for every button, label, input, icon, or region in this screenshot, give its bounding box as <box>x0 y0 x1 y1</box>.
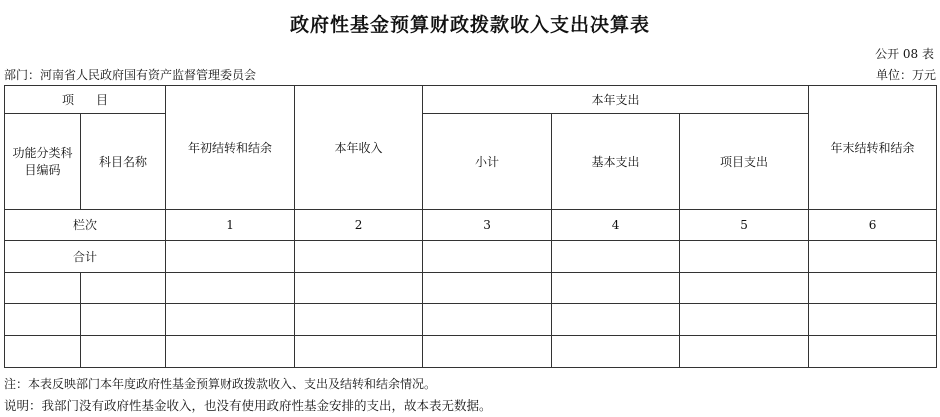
table-cell <box>809 273 937 304</box>
table-cell <box>423 241 552 273</box>
table-cell <box>81 336 166 368</box>
table-cell <box>809 336 937 368</box>
col-number: 4 <box>552 210 680 241</box>
table-cell <box>680 304 809 336</box>
table-cell <box>680 241 809 273</box>
report-title: 政府性基金预算财政拨款收入支出决算表 <box>289 14 650 36</box>
header-subject-name: 科目名称 <box>81 114 166 210</box>
table-row <box>5 304 937 336</box>
table-cell <box>423 336 552 368</box>
header-income: 本年收入 <box>295 86 423 210</box>
table-row <box>5 273 937 304</box>
header-end-balance: 年末结转和结余 <box>809 86 937 210</box>
table-cell <box>166 241 295 273</box>
header-begin-balance: 年初结转和结余 <box>166 86 295 210</box>
table-row <box>5 336 937 368</box>
table-cell <box>5 336 81 368</box>
row-index-label: 栏次 <box>5 210 166 241</box>
budget-table <box>4 85 937 368</box>
row-total-label: 合计 <box>5 241 166 273</box>
header-subtotal: 小计 <box>423 114 552 210</box>
table-cell <box>295 273 423 304</box>
table-cell <box>552 241 680 273</box>
table-note: 注：本表反映部门本年度政府性基金预算财政拨款收入、支出及结转和结余情况。 <box>4 377 437 391</box>
table-cell <box>5 304 81 336</box>
header-expense-group: 本年支出 <box>423 86 809 114</box>
table-cell <box>423 304 552 336</box>
col-number: 2 <box>295 210 423 241</box>
table-cell <box>81 304 166 336</box>
header-project: 项目支出 <box>680 114 809 210</box>
table-cell <box>166 273 295 304</box>
table-cell <box>680 273 809 304</box>
table-cell <box>81 273 166 304</box>
table-cell <box>5 273 81 304</box>
table-cell <box>295 241 423 273</box>
form-number: 公开 08 表 <box>875 47 934 61</box>
table-explanation: 说明：我部门没有政府性基金收入，也没有使用政府性基金安排的支出，故本表无数据。 <box>4 398 492 413</box>
header-basic: 基本支出 <box>552 114 680 210</box>
header-func-code: 功能分类科目编码 <box>5 114 81 210</box>
col-number: 3 <box>423 210 552 241</box>
header-item: 项目 <box>5 86 166 114</box>
table-cell <box>423 273 552 304</box>
col-number: 5 <box>680 210 809 241</box>
table-cell <box>552 336 680 368</box>
col-number: 6 <box>809 210 937 241</box>
col-number: 1 <box>166 210 295 241</box>
table-cell <box>295 304 423 336</box>
table-cell <box>680 336 809 368</box>
department-label: 部门：河南省人民政府国有资产监督管理委员会 <box>4 68 257 82</box>
table-cell <box>809 304 937 336</box>
table-cell <box>552 304 680 336</box>
table-cell <box>295 336 423 368</box>
table-cell <box>552 273 680 304</box>
table-cell <box>166 336 295 368</box>
table-cell <box>809 241 937 273</box>
table-cell <box>166 304 295 336</box>
unit-label: 单位：万元 <box>875 68 936 82</box>
